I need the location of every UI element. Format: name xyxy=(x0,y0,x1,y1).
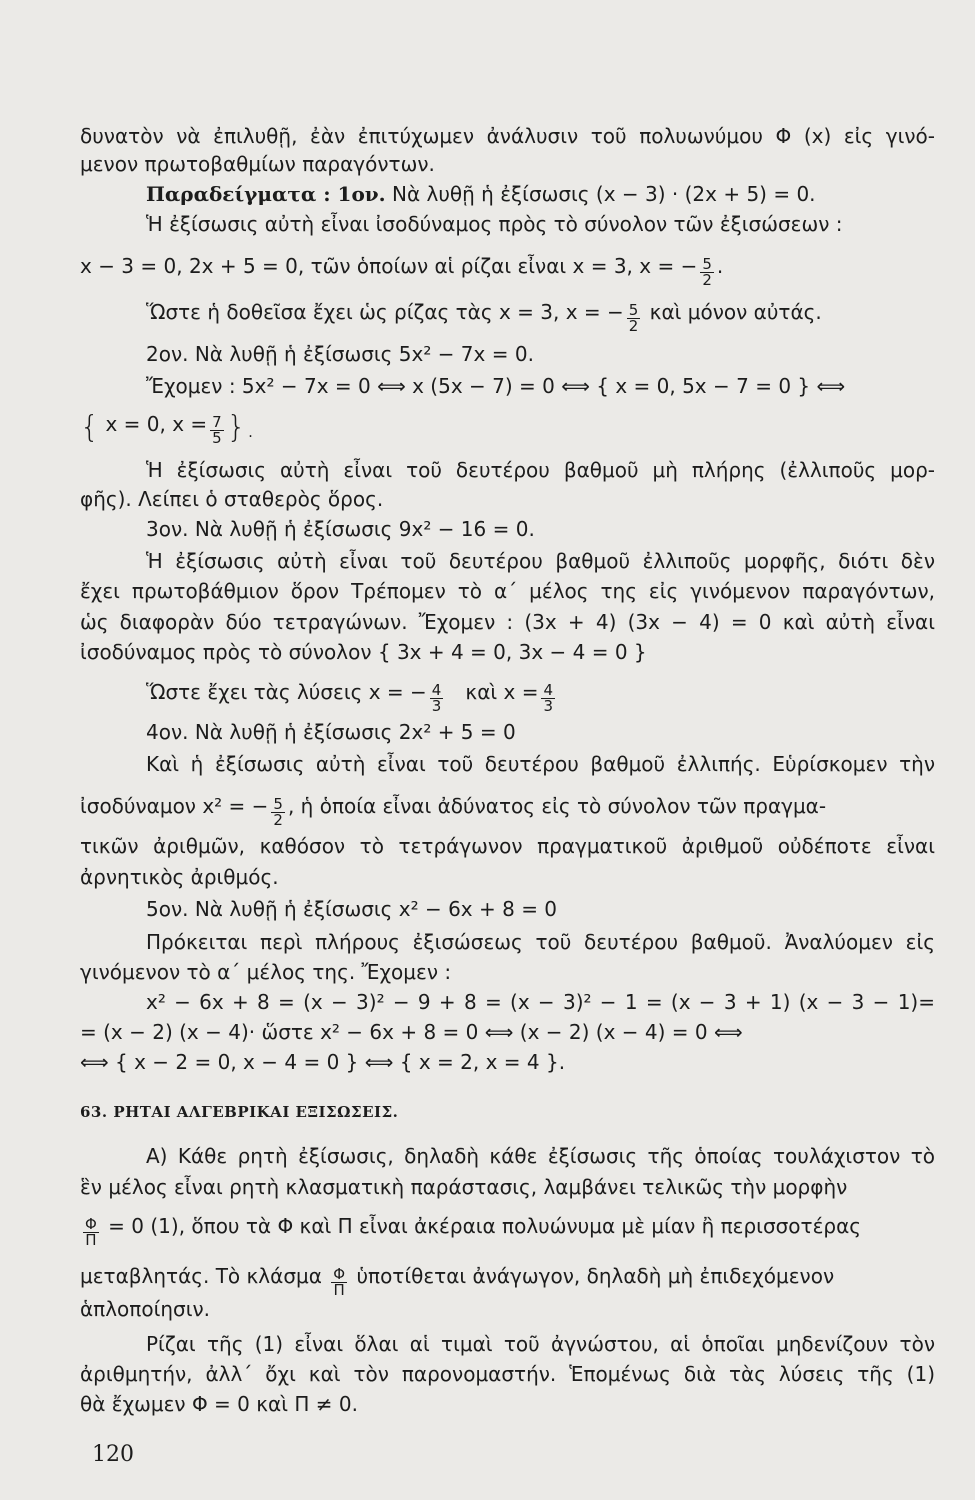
math-line xyxy=(80,298,935,334)
text-line: δυνατὸν νὰ ἐπιλυθῇ, ἐὰν ἐπιτύχωμεν ἀνάλυσιν τοῦ πολυωνύμου Φ (x) εἰς γινό- xyxy=(80,124,935,148)
text-line: μενον πρωτοβαθμίων παραγόντων. xyxy=(80,152,435,176)
text-line: ὡς διαφορὰν δύο τετραγώνων. Ἔχομεν : (3x + 4) (3x − 4) = 0 καὶ αὐτὴ εἶναι xyxy=(80,610,935,634)
examples-line xyxy=(80,180,935,208)
math-text: Ὥστε ἔχει τὰς λύσεις x = − xyxy=(146,680,427,704)
text-line: Ρίζαι τῆς (1) εἶναι ὅλαι αἱ τιμαὶ τοῦ ἀγνώστου, αἱ ὁποῖαι μηδενίζουν τὸν xyxy=(146,1332,935,1356)
math-text: = 0 (1), ὅπου τὰ Φ καὶ Π εἶναι ἀκέραια πολυώνυμα μὲ μίαν ἢ περισσοτέρας xyxy=(108,1214,862,1238)
denominator: 2 xyxy=(702,271,712,289)
numerator: 5 xyxy=(273,795,283,813)
text-line: Ἡ ἐξίσωσις αὐτὴ εἶναι τοῦ δευτέρου βαθμοῦ ἐλλιποῦς μορφῆς, διότι δὲν xyxy=(146,549,935,573)
math-text: μεταβλητάς. Τὸ κλάσμα xyxy=(80,1264,322,1288)
math-text: x = 0, x = xyxy=(105,412,208,436)
math-line: ⟺ { x − 2 = 0, x − 4 = 0 } ⟺ { x = 2, x = 4 }. xyxy=(80,1050,566,1074)
math-text: . xyxy=(716,254,724,278)
math-text: Ὥστε ἡ δοθεῖσα ἔχει ὡς ρίζας τὰς x = 3, x = − xyxy=(146,300,624,324)
fraction xyxy=(627,303,641,334)
text-line: γινόμενον τὸ α΄ μέλος της. Ἔχομεν : xyxy=(80,960,452,984)
brace: { xyxy=(80,410,100,445)
numerator: 4 xyxy=(431,681,442,699)
math-line xyxy=(80,1212,935,1248)
text-line: Α) Κάθε ρητὴ ἐξίσωσις, δηλαδὴ κάθε ἐξίσωσις τῆς ὁποίας τουλάχιστον τὸ xyxy=(146,1144,935,1168)
math-text: καὶ μόνον αὐτάς. xyxy=(649,300,822,324)
math-line: = (x − 2) (x − 4)· ὥστε x² − 6x + 8 = 0 ⟺ (x − 2) (x − 4) = 0 ⟺ xyxy=(80,1020,743,1044)
math-line xyxy=(80,1262,935,1298)
text-line: ἁπλοποίησιν. xyxy=(80,1297,210,1321)
text-line: Καὶ ἡ ἐξίσωσις αὐτὴ εἶναι τοῦ δευτέρου βαθμοῦ ἐλλιπής. Εὑρίσκομεν τὴν xyxy=(146,752,935,776)
numerator: Φ xyxy=(85,1215,97,1233)
denominator: 3 xyxy=(543,697,553,715)
example-2-statement: 2ον. Νὰ λυθῇ ἡ ἐξίσωσις 5x² − 7x = 0. xyxy=(146,342,534,366)
examples-label: Παραδείγματα : 1ον. xyxy=(146,182,386,206)
denominator: Π xyxy=(85,1231,97,1249)
fraction xyxy=(271,797,285,828)
text-line: Ἡ ἐξίσωσις αὐτὴ εἶναι τοῦ δευτέρου βαθμοῦ μὴ πλήρης (ἐλλιποῦς μορ- xyxy=(146,458,935,482)
denominator: 2 xyxy=(628,317,639,335)
fraction xyxy=(331,1267,347,1298)
example-1-statement: Νὰ λυθῇ ἡ ἐξίσωσις (x − 3) · (2x + 5) = 0. xyxy=(392,182,816,206)
math-line xyxy=(80,252,935,288)
math-line: x² − 6x + 8 = (x − 3)² − 9 + 8 = (x − 3)² − 1 = (x − 3 + 1) (x − 3 − 1)= xyxy=(146,990,935,1014)
text-line: Πρόκειται περὶ πλήρους ἐξισώσεως τοῦ δευτέρου βαθμοῦ. Ἀναλύομεν εἰς xyxy=(146,930,935,954)
text-line: ἰσοδύναμος πρὸς τὸ σύνολον { 3x + 4 = 0, 3x − 4 = 0 } xyxy=(80,640,647,664)
example-4-statement: 4ον. Νὰ λυθῇ ἡ ἐξίσωσις 2x² + 5 = 0 xyxy=(146,720,516,744)
section-heading: 63. ΡΗΤΑΙ ΑΛΓΕΒΡΙΚΑΙ ΕΞΙΣΩΣΕΙΣ. xyxy=(80,1103,399,1121)
math-text: x − 3 = 0, 2x + 5 = 0, τῶν ὁποίων αἱ ρίζαι εἶναι x = 3, x = − xyxy=(80,254,698,278)
math-line: Ἔχομεν : 5x² − 7x = 0 ⟺ x (5x − 7) = 0 ⟺ { x = 0, 5x − 7 = 0 } ⟺ xyxy=(146,374,846,398)
denominator: 3 xyxy=(431,697,442,715)
math-text: , ἡ ὁποία εἶναι ἀδύνατος εἰς τὸ σύνολον τῶν πραγμα- xyxy=(287,794,827,818)
denominator: 2 xyxy=(273,811,283,829)
numerator: 7 xyxy=(212,413,222,431)
text-line: ἓν μέλος εἶναι ρητὴ κλασματικὴ παράστασις, λαμβάνει τελικῶς τὴν μορφὴν xyxy=(80,1175,848,1199)
example-3-statement: 3ον. Νὰ λυθῇ ἡ ἐξίσωσις 9x² − 16 = 0. xyxy=(146,517,535,541)
numerator: 4 xyxy=(543,681,553,699)
fraction xyxy=(541,683,555,714)
math-line xyxy=(80,678,935,714)
example-5-statement: 5ον. Νὰ λυθῇ ἡ ἐξίσωσις x² − 6x + 8 = 0 xyxy=(146,897,558,921)
math-line xyxy=(80,792,935,828)
fraction xyxy=(430,683,444,714)
fraction xyxy=(83,1217,99,1248)
math-line xyxy=(80,410,935,446)
math-text: ὑποτίθεται ἀνάγωγον, δηλαδὴ μὴ ἐπιδεχόμενον xyxy=(356,1264,835,1288)
page-number: 120 xyxy=(92,1442,134,1467)
math-text: καὶ x = xyxy=(465,680,539,704)
fraction xyxy=(700,257,714,288)
brace: }. xyxy=(226,410,256,445)
numerator: 5 xyxy=(702,255,712,273)
numerator: 5 xyxy=(628,301,639,319)
text-line: ἀριθμητήν, ἀλλ΄ ὄχι καὶ τὸν παρονομαστήν. Ἑπομένως διὰ τὰς λύσεις τῆς (1) xyxy=(80,1362,935,1386)
text-line: ἀρνητικὸς ἀριθμός. xyxy=(80,865,279,889)
math-text: ἰσοδύναμον x² = − xyxy=(80,794,269,818)
denominator: Π xyxy=(333,1281,345,1299)
text-line: θὰ ἔχωμεν Φ = 0 καὶ Π ≠ 0. xyxy=(80,1392,358,1416)
denominator: 5 xyxy=(212,429,222,447)
text-line: φῆς). Λείπει ὁ σταθερὸς ὅρος. xyxy=(80,487,384,511)
text-line: τικῶν ἀριθμῶν, καθόσον τὸ τετράγωνον πραγματικοῦ ἀριθμοῦ οὐδέποτε εἶναι xyxy=(80,834,935,858)
text-line: ἔχει πρωτοβάθμιον ὅρον Τρέπομεν τὸ α΄ μέλος της εἰς γινόμενον παραγόντων, xyxy=(80,579,935,603)
text-line: Ἡ ἐξίσωσις αὐτὴ εἶναι ἰσοδύναμος πρὸς τὸ σύνολον τῶν ἐξισώσεων : xyxy=(146,212,843,236)
numerator: Φ xyxy=(333,1265,346,1283)
fraction xyxy=(210,415,224,446)
